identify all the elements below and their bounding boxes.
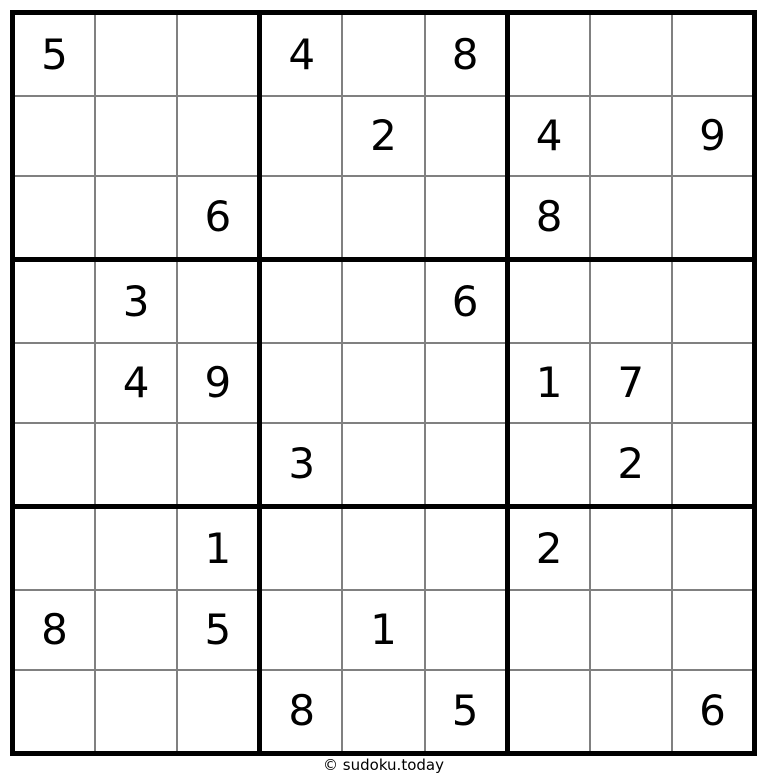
cell-r7c1[interactable] <box>13 506 95 589</box>
cell-r5c5[interactable] <box>342 343 424 424</box>
cell-r4c2[interactable]: 3 <box>95 259 177 342</box>
sudoku-board <box>10 10 757 756</box>
cell-r2c5[interactable]: 2 <box>342 96 424 177</box>
cell-r8c6[interactable] <box>425 590 507 671</box>
cell-r9c2[interactable] <box>95 670 177 753</box>
cell-r5c7[interactable]: 1 <box>507 343 589 424</box>
cell-r2c1[interactable] <box>13 96 95 177</box>
cell-r3c4[interactable] <box>260 176 342 259</box>
cell-r4c7[interactable] <box>507 259 589 342</box>
cell-r1c8[interactable] <box>590 13 672 96</box>
cell-r6c2[interactable] <box>95 423 177 506</box>
cell-r9c7[interactable] <box>507 670 589 753</box>
cell-r2c3[interactable] <box>177 96 259 177</box>
cell-r6c5[interactable] <box>342 423 424 506</box>
cell-r3c5[interactable] <box>342 176 424 259</box>
cell-r1c3[interactable] <box>177 13 259 96</box>
cell-r9c4[interactable]: 8 <box>260 670 342 753</box>
cell-r3c6[interactable] <box>425 176 507 259</box>
cell-r7c5[interactable] <box>342 506 424 589</box>
cell-r5c3[interactable]: 9 <box>177 343 259 424</box>
grid-row-1 <box>13 13 755 96</box>
grid-row-8 <box>13 590 755 671</box>
cell-r2c7[interactable]: 4 <box>507 96 589 177</box>
cell-r7c3[interactable]: 1 <box>177 506 259 589</box>
cell-r6c3[interactable] <box>177 423 259 506</box>
cell-r2c4[interactable] <box>260 96 342 177</box>
cell-r5c9[interactable] <box>672 343 755 424</box>
cell-r7c7[interactable]: 2 <box>507 506 589 589</box>
cell-r1c4[interactable]: 4 <box>260 13 342 96</box>
cell-r4c8[interactable] <box>590 259 672 342</box>
cell-r7c8[interactable] <box>590 506 672 589</box>
cell-r6c1[interactable] <box>13 423 95 506</box>
cell-r7c6[interactable] <box>425 506 507 589</box>
cell-r9c9[interactable]: 6 <box>672 670 755 753</box>
cell-r1c7[interactable] <box>507 13 589 96</box>
cell-r9c6[interactable]: 5 <box>425 670 507 753</box>
cell-r5c8[interactable]: 7 <box>590 343 672 424</box>
cell-r3c9[interactable] <box>672 176 755 259</box>
cell-r8c1[interactable]: 8 <box>13 590 95 671</box>
cell-r3c7[interactable]: 8 <box>507 176 589 259</box>
grid-row-6 <box>13 423 755 506</box>
cell-r6c4[interactable]: 3 <box>260 423 342 506</box>
cell-r8c7[interactable] <box>507 590 589 671</box>
cell-r7c2[interactable] <box>95 506 177 589</box>
cell-r9c8[interactable] <box>590 670 672 753</box>
cell-r5c6[interactable] <box>425 343 507 424</box>
cell-r5c1[interactable] <box>13 343 95 424</box>
cell-r4c9[interactable] <box>672 259 755 342</box>
cell-r7c4[interactable] <box>260 506 342 589</box>
cell-r2c2[interactable] <box>95 96 177 177</box>
grid-row-9 <box>13 670 755 753</box>
cell-r3c8[interactable] <box>590 176 672 259</box>
cell-r6c7[interactable] <box>507 423 589 506</box>
cell-r8c8[interactable] <box>590 590 672 671</box>
grid-row-2 <box>13 96 755 177</box>
cell-r5c4[interactable] <box>260 343 342 424</box>
cell-r4c5[interactable] <box>342 259 424 342</box>
cell-r1c2[interactable] <box>95 13 177 96</box>
cell-r3c1[interactable] <box>13 176 95 259</box>
cell-r3c2[interactable] <box>95 176 177 259</box>
sudoku-grid-body <box>13 13 755 754</box>
cell-r9c3[interactable] <box>177 670 259 753</box>
grid-row-7 <box>13 506 755 589</box>
cell-r4c3[interactable] <box>177 259 259 342</box>
cell-r8c5[interactable]: 1 <box>342 590 424 671</box>
cell-r1c5[interactable] <box>342 13 424 96</box>
cell-r4c1[interactable] <box>13 259 95 342</box>
cell-r5c2[interactable]: 4 <box>95 343 177 424</box>
cell-r9c1[interactable] <box>13 670 95 753</box>
cell-r7c9[interactable] <box>672 506 755 589</box>
cell-r4c6[interactable]: 6 <box>425 259 507 342</box>
cell-r8c2[interactable] <box>95 590 177 671</box>
cell-r4c4[interactable] <box>260 259 342 342</box>
cell-r6c9[interactable] <box>672 423 755 506</box>
cell-r2c9[interactable]: 9 <box>672 96 755 177</box>
cell-r1c1[interactable]: 5 <box>13 13 95 96</box>
cell-r8c9[interactable] <box>672 590 755 671</box>
cell-r6c6[interactable] <box>425 423 507 506</box>
grid-row-5 <box>13 343 755 424</box>
cell-r9c5[interactable] <box>342 670 424 753</box>
cell-r6c8[interactable]: 2 <box>590 423 672 506</box>
copyright-caption: © sudoku.today <box>323 756 444 774</box>
cell-r2c6[interactable] <box>425 96 507 177</box>
cell-r1c6[interactable]: 8 <box>425 13 507 96</box>
cell-r8c3[interactable]: 5 <box>177 590 259 671</box>
cell-r1c9[interactable] <box>672 13 755 96</box>
grid-row-4 <box>13 259 755 342</box>
grid-row-3 <box>13 176 755 259</box>
cell-r8c4[interactable] <box>260 590 342 671</box>
cell-r3c3[interactable]: 6 <box>177 176 259 259</box>
sudoku-grid <box>10 10 757 756</box>
cell-r2c8[interactable] <box>590 96 672 177</box>
